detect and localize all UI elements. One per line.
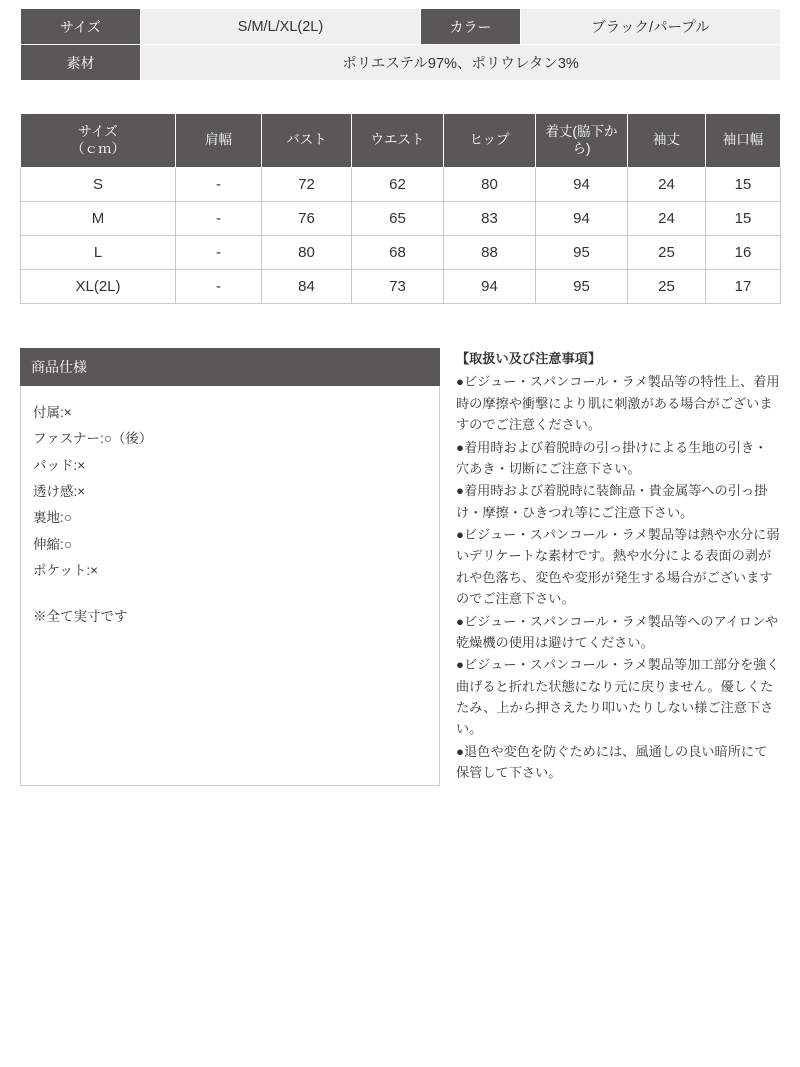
list-item: 付属:× bbox=[33, 405, 72, 420]
product-spec-summary-table bbox=[20, 8, 781, 81]
cell-cuff-width: 15 bbox=[706, 202, 781, 236]
detail-columns bbox=[20, 348, 780, 786]
list-item: 裏地:○ bbox=[33, 510, 72, 526]
cell-size: L bbox=[21, 236, 176, 270]
table-row bbox=[21, 168, 781, 202]
spec-value-size: S/M/L/XL(2L) bbox=[141, 9, 421, 45]
cell-hip: 94 bbox=[444, 270, 536, 304]
col-header-waist: ウエスト bbox=[352, 114, 444, 168]
cell-shoulder: - bbox=[176, 202, 262, 236]
cell-sleeve-length: 25 bbox=[628, 270, 706, 304]
col-header-length: 着丈(脇下か ら) bbox=[536, 114, 628, 168]
list-item: ●着用時および着脱時に装飾品・貴金属等への引っ掛け・摩擦・ひきつれ等にご注意下さい。 bbox=[456, 483, 768, 520]
care-instructions bbox=[456, 348, 780, 785]
spec-value-color: ブラック/パープル bbox=[521, 9, 781, 45]
table-row bbox=[21, 9, 781, 45]
cell-length: 95 bbox=[536, 270, 628, 304]
spec-value-material: ポリエステル97%、ポリウレタン3% bbox=[141, 45, 781, 81]
col-header-size-line2: （ｃｍ） bbox=[71, 140, 125, 156]
list-item: ●ビジュー・スパンコール・ラメ製品等は熱や水分に弱いデリケートな素材です。熱や水分による表面の剥がれや色落ち、変色や変形が発生する場合がございますのでご注意下さい。 bbox=[456, 527, 780, 607]
cell-bust: 84 bbox=[262, 270, 352, 304]
col-header-hip: ヒップ bbox=[444, 114, 536, 168]
list-item: 透け感:× bbox=[33, 483, 86, 499]
cell-cuff-width: 15 bbox=[706, 168, 781, 202]
cell-bust: 80 bbox=[262, 236, 352, 270]
spec-label-size: サイズ bbox=[21, 9, 141, 45]
product-spec-title: 商品仕様 bbox=[20, 348, 440, 386]
care-instructions-title: 【取扱い及び注意事項】 bbox=[456, 351, 602, 366]
cell-length: 95 bbox=[536, 236, 628, 270]
cell-waist: 62 bbox=[352, 168, 444, 202]
list-item: ●ビジュー・スパンコール・ラメ製品等加工部分を強く曲げると折れた状態になり元に戻りません。優しくたたみ、上から押さえたり叩いたりしない様ご注意下さい。 bbox=[456, 657, 780, 737]
cell-hip: 80 bbox=[444, 168, 536, 202]
list-item: ●ビジュー・スパンコール・ラメ製品等へのアイロンや乾燥機の使用は避けてください。 bbox=[456, 613, 779, 650]
col-header-shoulder: 肩幅 bbox=[176, 114, 262, 168]
list-item: ●着用時および着脱時の引っ掛けによる生地の引き・穴あき・切断にご注意下さい。 bbox=[456, 439, 768, 476]
col-header-cuff-width: 袖口幅 bbox=[706, 114, 781, 168]
product-spec-body bbox=[20, 386, 440, 786]
col-header-size bbox=[21, 114, 176, 168]
size-measurement-table bbox=[20, 113, 781, 304]
col-header-size-line1: サイズ bbox=[78, 123, 118, 139]
list-item: ●ビジュー・スパンコール・ラメ製品等の特性上、着用時の摩擦や衝撃により肌に刺激がある場合がございますのでご注意ください。 bbox=[456, 374, 780, 433]
spec-table-body bbox=[21, 9, 781, 81]
cell-length: 94 bbox=[536, 202, 628, 236]
table-row bbox=[21, 236, 781, 270]
cell-size: XL(2L) bbox=[21, 270, 176, 304]
cell-sleeve-length: 24 bbox=[628, 168, 706, 202]
actual-measurement-note: ※全て実寸です bbox=[33, 609, 128, 625]
cell-length: 94 bbox=[536, 168, 628, 202]
list-item: ●退色や変色を防ぐためには、風通しの良い暗所にて保管して下さい。 bbox=[456, 743, 768, 781]
col-header-bust: バスト bbox=[262, 114, 352, 168]
list-item: 伸縮:○ bbox=[33, 536, 72, 552]
cell-cuff-width: 17 bbox=[706, 270, 781, 304]
cell-waist: 68 bbox=[352, 236, 444, 270]
table-row bbox=[21, 270, 781, 304]
list-item: ファスナー:○（後） bbox=[33, 431, 153, 447]
cell-waist: 65 bbox=[352, 202, 444, 236]
size-table-body bbox=[21, 168, 781, 304]
cell-size: M bbox=[21, 202, 176, 236]
spec-label-material: 素材 bbox=[21, 45, 141, 81]
list-item: パッド:× bbox=[33, 457, 86, 473]
table-row bbox=[21, 202, 781, 236]
cell-shoulder: - bbox=[176, 236, 262, 270]
cell-shoulder: - bbox=[176, 270, 262, 304]
spec-label-color: カラー bbox=[421, 9, 521, 45]
table-row bbox=[21, 45, 781, 81]
list-item: ポケット:× bbox=[33, 562, 98, 578]
cell-shoulder: - bbox=[176, 168, 262, 202]
size-table-head bbox=[21, 114, 781, 168]
cell-hip: 83 bbox=[444, 202, 536, 236]
col-header-sleeve-length: 袖丈 bbox=[628, 114, 706, 168]
cell-hip: 88 bbox=[444, 236, 536, 270]
cell-size: S bbox=[21, 168, 176, 202]
cell-bust: 76 bbox=[262, 202, 352, 236]
product-spec-panel bbox=[20, 348, 440, 786]
cell-cuff-width: 16 bbox=[706, 236, 781, 270]
cell-sleeve-length: 25 bbox=[628, 236, 706, 270]
cell-waist: 73 bbox=[352, 270, 444, 304]
cell-bust: 72 bbox=[262, 168, 352, 202]
table-row bbox=[21, 114, 781, 168]
cell-sleeve-length: 24 bbox=[628, 202, 706, 236]
